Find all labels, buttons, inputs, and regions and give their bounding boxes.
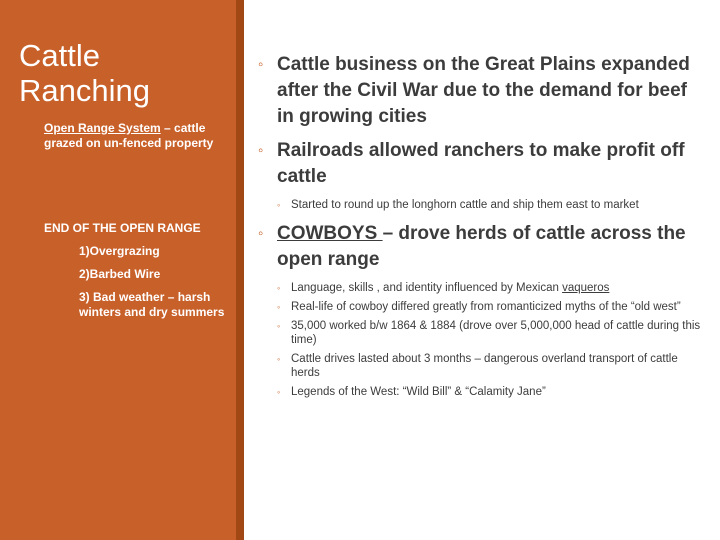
sub-bullet-item bbox=[258, 300, 703, 314]
vaqueros-term: vaqueros bbox=[562, 282, 610, 294]
bullet-text: Cattle business on the Great Plains expanded after the Civil War due to the demand for beef in growing cities bbox=[277, 54, 690, 127]
sub-bullet-item bbox=[258, 319, 703, 347]
sub-bullet-icon: ◦ bbox=[277, 302, 281, 312]
sidebar-panel bbox=[0, 0, 240, 540]
sub-bullet-icon: ◦ bbox=[277, 321, 281, 331]
cowboys-term: COWBOYS bbox=[277, 223, 383, 244]
sub-bullet-text: Started to round up the longhorn cattle and ship them east to market bbox=[291, 199, 639, 211]
sub-bullet-text: Cattle drives lasted about 3 months – dangerous overland transport of cattle herds bbox=[291, 353, 678, 379]
end-item: 3) Bad weather – harsh winters and dry summers bbox=[79, 290, 225, 319]
content-area bbox=[258, 52, 703, 404]
sub-bullet-item bbox=[258, 198, 703, 212]
end-heading: END OF THE OPEN RANGE bbox=[44, 221, 201, 235]
sub-bullet-text: Legends of the West: “Wild Bill” & “Calamity Jane” bbox=[291, 386, 546, 398]
sub-bullet-icon: ◦ bbox=[277, 200, 281, 210]
sub-bullet-item bbox=[258, 352, 703, 380]
bullet-ring-icon: ◦ bbox=[258, 225, 264, 242]
bullet-item bbox=[258, 52, 703, 130]
end-of-open-range bbox=[44, 221, 234, 328]
end-item: 1)Overgrazing bbox=[79, 244, 160, 258]
sub-bullet-text: Language, skills , and identity influenced by Mexican bbox=[291, 282, 563, 294]
slide-title: Cattle Ranching bbox=[19, 38, 150, 108]
bullet-ring-icon: ◦ bbox=[258, 142, 264, 159]
sub-bullet-icon: ◦ bbox=[277, 283, 281, 293]
bullet-ring-icon: ◦ bbox=[258, 56, 264, 73]
sub-bullet-text: 35,000 worked b/w 1864 & 1884 (drove over 5,000,000 head of cattle during this time) bbox=[291, 320, 701, 346]
sub-bullet-icon: ◦ bbox=[277, 354, 281, 364]
bullet-text: – drove herds of cattle across the open range bbox=[277, 223, 686, 270]
sub-bullet-item bbox=[258, 281, 703, 295]
sub-bullet-icon: ◦ bbox=[277, 387, 281, 397]
bullet-text: Railroads allowed ranchers to make profit off cattle bbox=[277, 140, 685, 187]
sub-bullet-text: Real-life of cowboy differed greatly from romanticized myths of the “old west” bbox=[291, 301, 681, 313]
bullet-item bbox=[258, 138, 703, 190]
sidebar-edge bbox=[236, 0, 244, 540]
bullet-item bbox=[258, 221, 703, 273]
end-item: 2)Barbed Wire bbox=[79, 267, 161, 281]
open-range-definition bbox=[44, 121, 229, 151]
sub-bullet-item bbox=[258, 385, 703, 399]
open-range-def-text: – cattle grazed on un-fenced property bbox=[44, 121, 214, 150]
open-range-term: Open Range System bbox=[44, 121, 161, 135]
